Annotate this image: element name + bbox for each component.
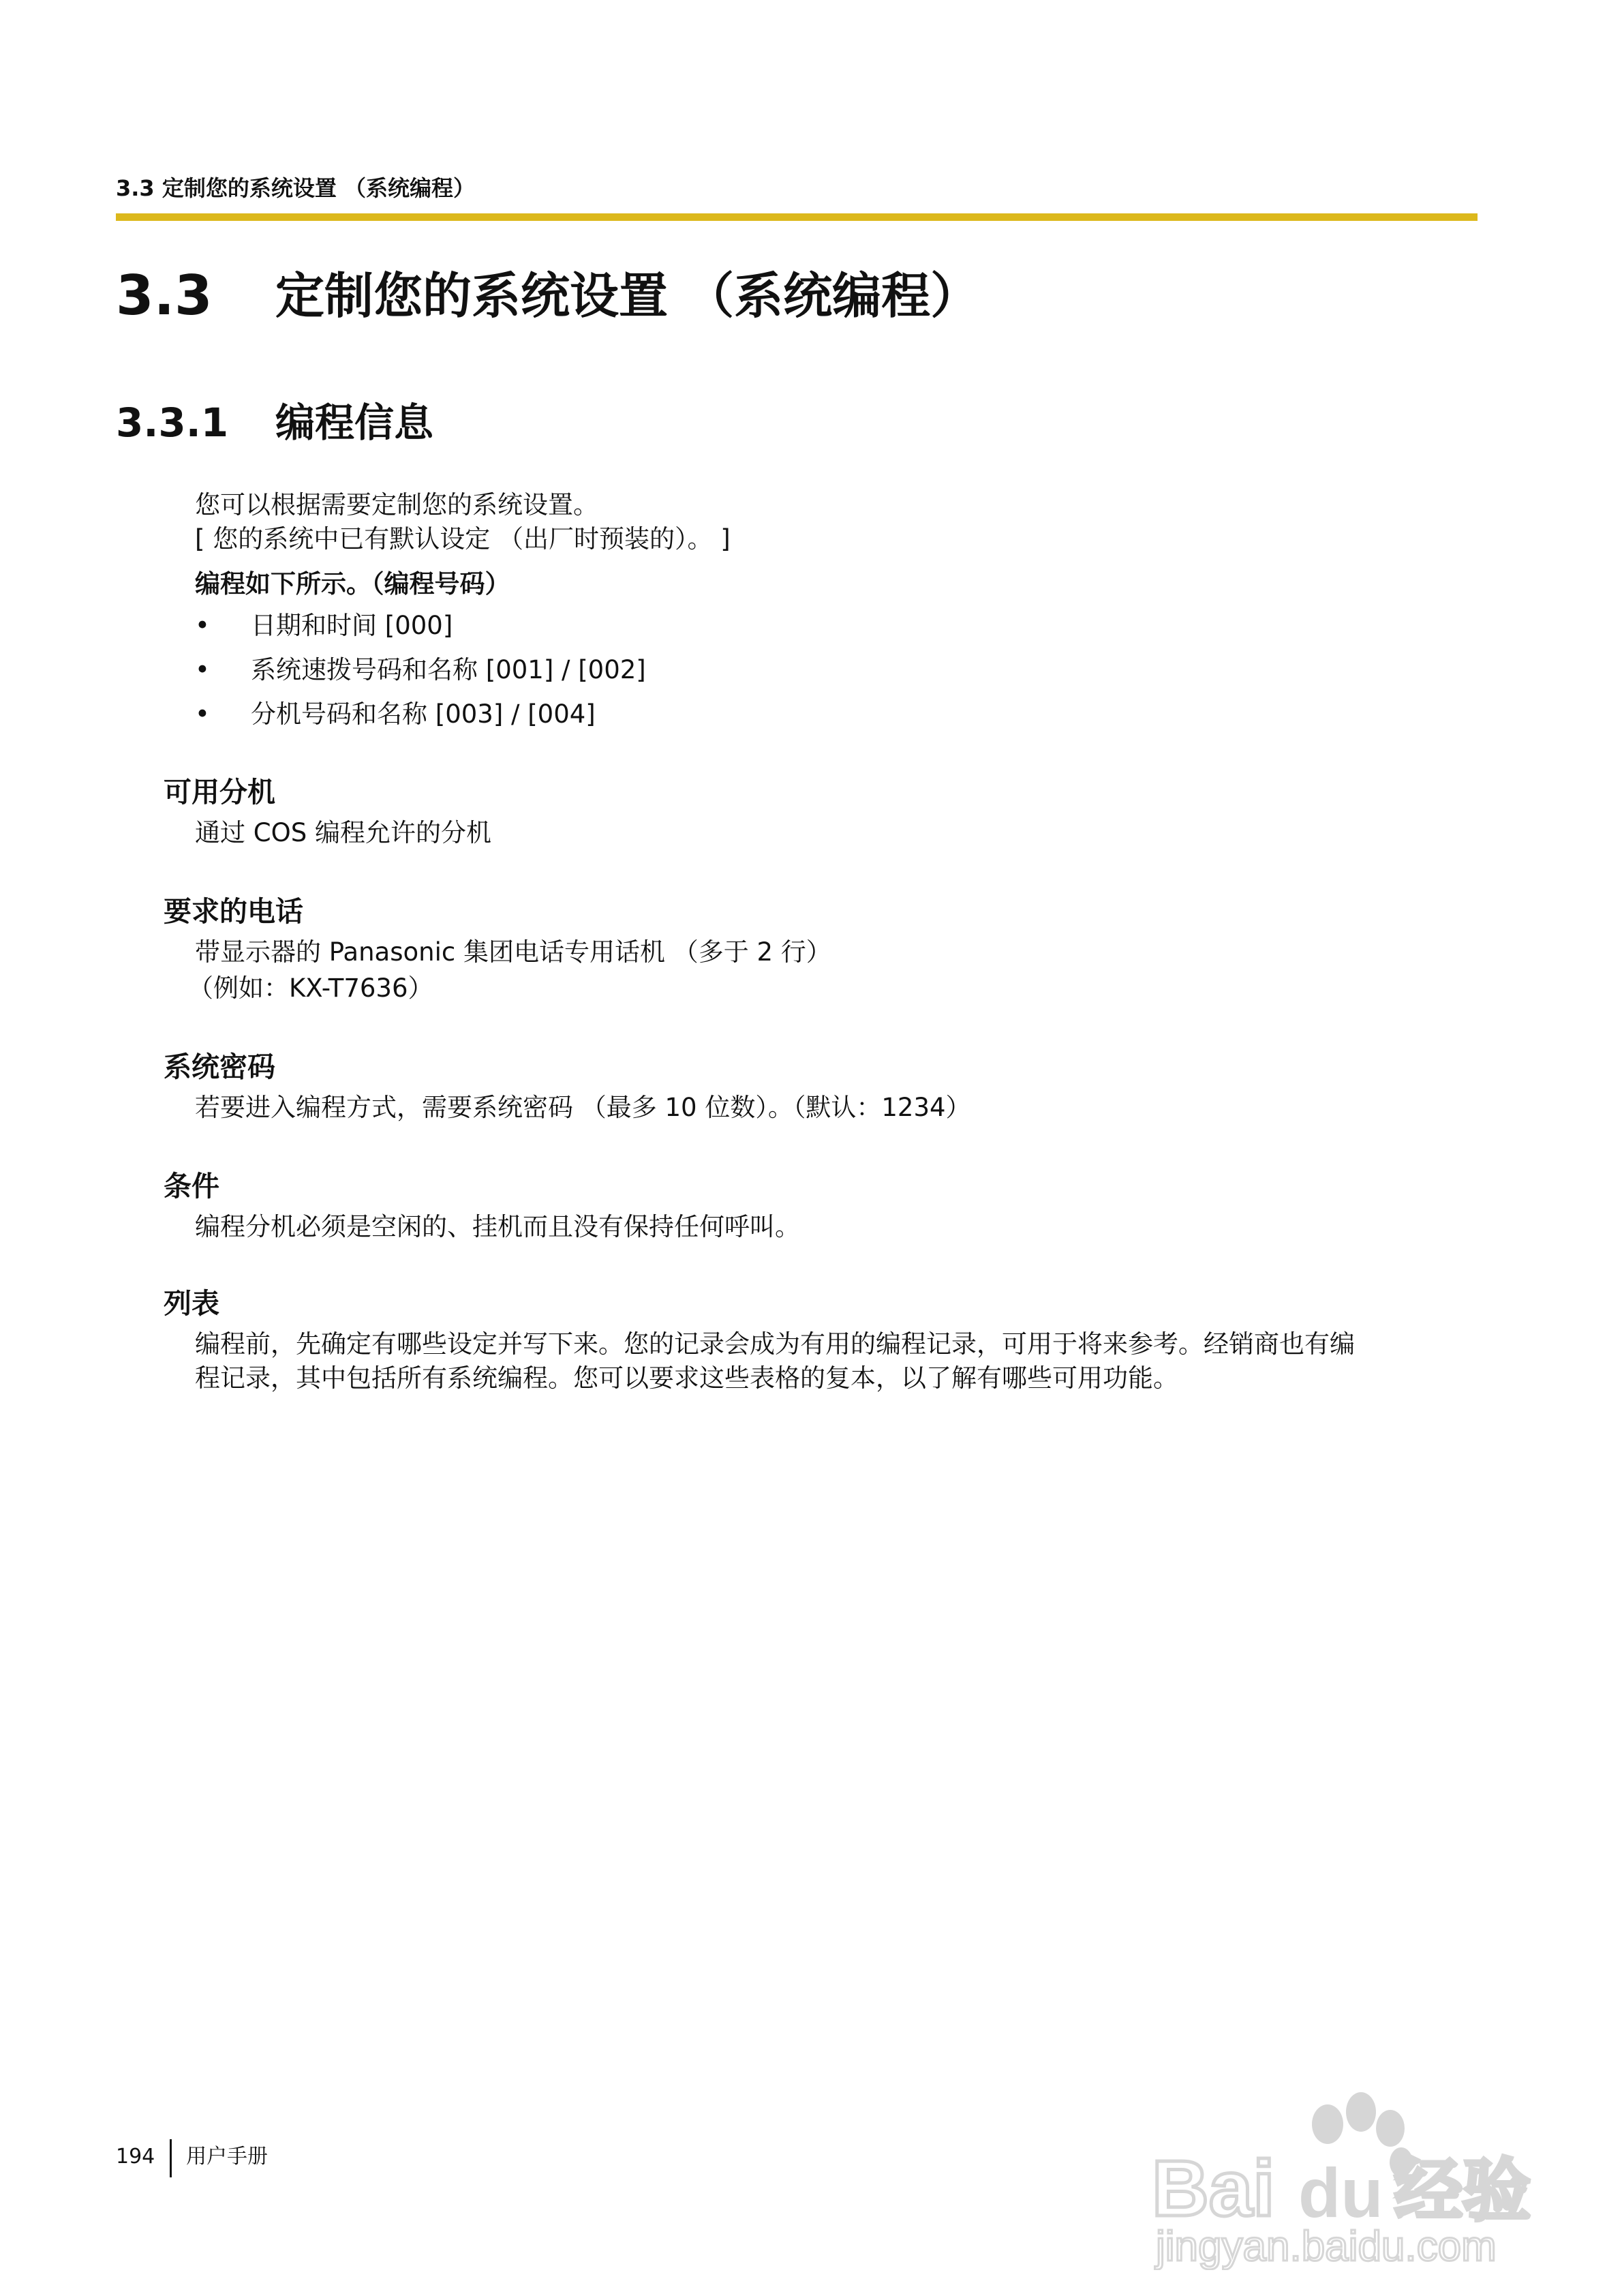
intro-line-1: 您可以根据需要定制您的系统设置。	[195, 490, 598, 519]
watermark-brand-du: du	[1298, 2154, 1383, 2232]
watermark-url: jingyan.baidu.com	[1156, 2223, 1497, 2270]
list-item: 系统速拨号码和名称 [001] / [002]	[251, 655, 646, 684]
bullet-marker: •	[195, 655, 210, 684]
system-password-heading: 系统密码	[164, 1051, 275, 1083]
system-password-text: 若要进入编程方式，需要系统密码 （最多 10 位数）。（默认：1234）	[195, 1093, 971, 1122]
chapter-title: 定制您的系统设置 （系统编程）	[275, 267, 980, 324]
required-telephone-line-1: 带显示器的 Panasonic 集团电话专用话机 （多于 2 行）	[195, 937, 831, 967]
conditions-heading: 条件	[164, 1170, 219, 1203]
manual-title: 用户手册	[186, 2145, 268, 2169]
list-item: 分机号码和名称 [003] / [004]	[251, 699, 596, 729]
running-header: 3.3 定制您的系统设置 （系统编程）	[116, 175, 475, 201]
required-telephone-line-2: （例如：KX-T7636）	[188, 973, 433, 1003]
section-number: 3.3.1	[116, 399, 229, 446]
baidu-jingyan-watermark	[1152, 2066, 1561, 2270]
bullet-marker: •	[195, 699, 210, 729]
section-title: 编程信息	[275, 399, 434, 446]
available-extensions-heading: 可用分机	[164, 776, 275, 809]
tables-line-1: 编程前，先确定有哪些设定并写下来。您的记录会成为有用的编程记录，可用于将来参考。经销商也有编	[195, 1329, 1355, 1359]
bullet-marker: •	[195, 611, 210, 640]
tables-heading: 列表	[164, 1287, 219, 1320]
page-number: 194	[116, 2145, 155, 2169]
header-rule	[116, 213, 1478, 221]
conditions-text: 编程分机必须是空闲的、挂机而且没有保持任何呼叫。	[195, 1212, 800, 1241]
watermark-brand-cn: 经验	[1394, 2151, 1531, 2231]
chapter-number: 3.3	[116, 264, 213, 327]
list-item: 日期和时间 [000]	[251, 611, 453, 640]
footer-separator	[170, 2139, 172, 2177]
available-extensions-text: 通过 COS 编程允许的分机	[195, 818, 491, 847]
tables-line-2: 程记录，其中包括所有系统编程。您可以要求这些表格的复本，以了解有哪些可用功能。	[195, 1363, 1178, 1393]
intro-line-2: [ 您的系统中已有默认设定 （出厂时预装的）。 ]	[195, 524, 731, 554]
required-telephone-heading: 要求的电话	[164, 895, 303, 928]
watermark-brand-latin: Bai	[1152, 2144, 1275, 2233]
list-heading: 编程如下所示。（编程号码）	[195, 569, 510, 599]
